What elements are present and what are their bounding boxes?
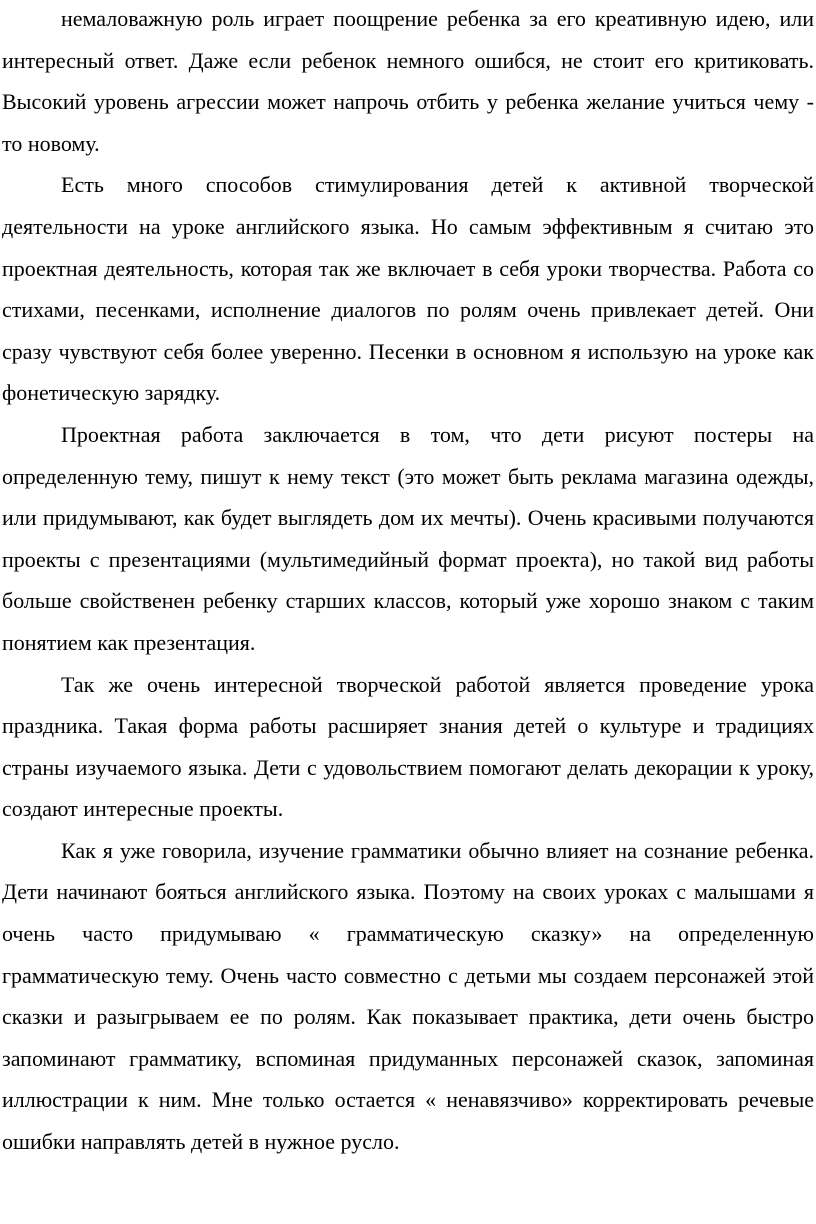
- paragraph-5: Как я уже говорила, изучение грамматики обычно влияет на сознание ребенка. Дети начинают бояться английского языка. Поэтому на своих уроках с малышами я очень часто придумываю « грамматическую сказку» на определенную грамматическую тему. Очень часто совместно с детьми мы создаем персонажей этой сказки и разыгрываем ее по ролям. Как показывает практика, дети очень быстро запоминают грамматику, вспоминая придуманных персонажей сказок, запоминая иллюстрации к ним. Мне только остается « ненавязчиво» корректировать речевые ошибки направлять детей в нужное русло.: [2, 837, 814, 1155]
- paragraph-2: Есть много способов стимулирования детей к активной творческой деятельности на уроке английского языка. Но самым эффективным я считаю это проектная деятельность, которая так же включает в себя уроки творчества. Работа со стихами, песенками, исполнение диалогов по ролям очень привлекает детей. Они сразу чувствуют себя более уверенно. Песенки в основном я использую на уроке как фонетическую зарядку.: [2, 172, 814, 406]
- paragraph-4: Так же очень интересной творческой работой является проведение урока праздника. Такая форма работы расширяет знания детей о культуре и традициях страны изучаемого языка. Дети с удовольствием помогают делать декорации к уроку, создают интересные проекты.: [2, 671, 814, 822]
- paragraph-3: Проектная работа заключается в том, что дети рисуют постеры на определенную тему, пишут к нему текст (это может быть реклама магазина одежды, или придумывают, как будет выглядеть дом их мечты). Очень красивыми получаются проекты с презентациями (мультимедийный формат проекта), но такой вид работы больше свойственен ребенку старших классов, который уже хорошо знаком с таким понятием как презентация.: [2, 421, 814, 655]
- paragraph-1: немаловажную роль играет поощрение ребенка за его креативную идею, или интересный ответ. Даже если ребенок немного ошибся, не стоит его критиковать. Высокий уровень агрессии может напрочь отбить у ребенка желание учиться чему - то новому.: [2, 6, 814, 156]
- document-body: [2, 0, 814, 1163]
